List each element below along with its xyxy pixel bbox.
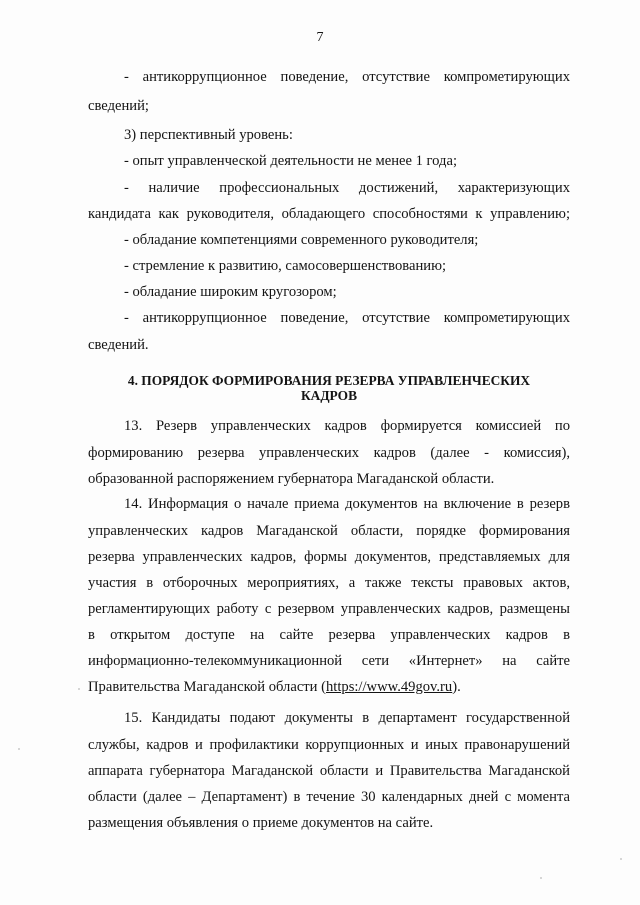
- paragraph-14-line: 14. Информация о начале приема документов на включение в резерв: [124, 496, 570, 512]
- paragraph-13-line: образованной распоряжением губернатора Магаданской области.: [88, 471, 495, 487]
- government-site-link[interactable]: https://www.49gov.ru: [326, 679, 453, 695]
- paragraph-15-line: области (далее – Департамент) в течение 30 календарных дней с момента: [88, 789, 570, 805]
- paragraph-13-line: формированию резерва управленческих кадров (далее - комиссия),: [88, 445, 570, 461]
- paragraph-15-line: аппарата губернатора Магаданской области и Правительства Магаданской: [88, 763, 570, 779]
- paragraph-15-line: 15. Кандидаты подают документы в департамент государственной: [124, 710, 570, 726]
- list-item-anticorruption: - антикоррупционное поведение, отсутствие компрометирующих: [124, 310, 570, 326]
- section-heading: 4. ПОРЯДОК ФОРМИРОВАНИЯ РЕЗЕРВА УПРАВЛЕНЧЕСКИХ: [127, 373, 531, 388]
- scan-speck: [540, 877, 542, 879]
- paragraph-14-line: информационно-телекоммуникационной сети «Интернет» на сайте: [88, 653, 570, 669]
- list-item-competencies: - обладание компетенциями современного руководителя;: [124, 232, 479, 248]
- list-item-development: - стремление к развитию, самосовершенствованию;: [124, 258, 447, 274]
- paragraph-14-line: резерва управленческих кадров, формы документов, представляемых для: [88, 549, 570, 565]
- paragraph-14-line: управленческих кадров Магаданской области, порядке формирования: [88, 523, 570, 539]
- scan-speck: [78, 688, 80, 690]
- list-item-achievements: - наличие профессиональных достижений, характеризующих: [124, 180, 570, 196]
- list-item-continuation: сведений.: [88, 337, 149, 353]
- level-heading: 3) перспективный уровень:: [124, 127, 293, 143]
- page-number: 7: [316, 30, 324, 45]
- list-item-experience: - опыт управленческой деятельности не менее 1 года;: [124, 153, 458, 169]
- section-heading-continuation: КАДРОВ: [300, 388, 358, 403]
- paragraph-14-line: в открытом доступе на сайте резерва управленческих кадров в: [88, 627, 570, 643]
- paragraph-14-line: участия в отборочных мероприятиях, а также тексты правовых актов,: [88, 575, 570, 591]
- list-item-anticorruption: - антикоррупционное поведение, отсутствие компрометирующих: [124, 69, 570, 85]
- list-item-outlook: - обладание широким кругозором;: [124, 284, 337, 300]
- scan-speck: [620, 858, 622, 860]
- paragraph-14-line: регламентирующих работу с резервом управленческих кадров, размещены: [88, 601, 570, 617]
- paragraph-13-line: 13. Резерв управленческих кадров формируется комиссией по: [124, 418, 570, 434]
- paragraph-14-line: [88, 679, 570, 696]
- list-item-continuation: кандидата как руководителя, обладающего способностями к управлению;: [88, 206, 570, 222]
- text-segment: Правительства Магаданской области (: [88, 679, 326, 695]
- paragraph-15-line: службы, кадров и профилактики коррупционных и иных правонарушений: [88, 737, 570, 753]
- scan-speck: [18, 748, 20, 750]
- list-item-continuation: сведений;: [88, 98, 149, 114]
- text-segment: ).: [452, 679, 461, 695]
- paragraph-15-line: размещения объявления о приеме документов на сайте.: [88, 815, 434, 831]
